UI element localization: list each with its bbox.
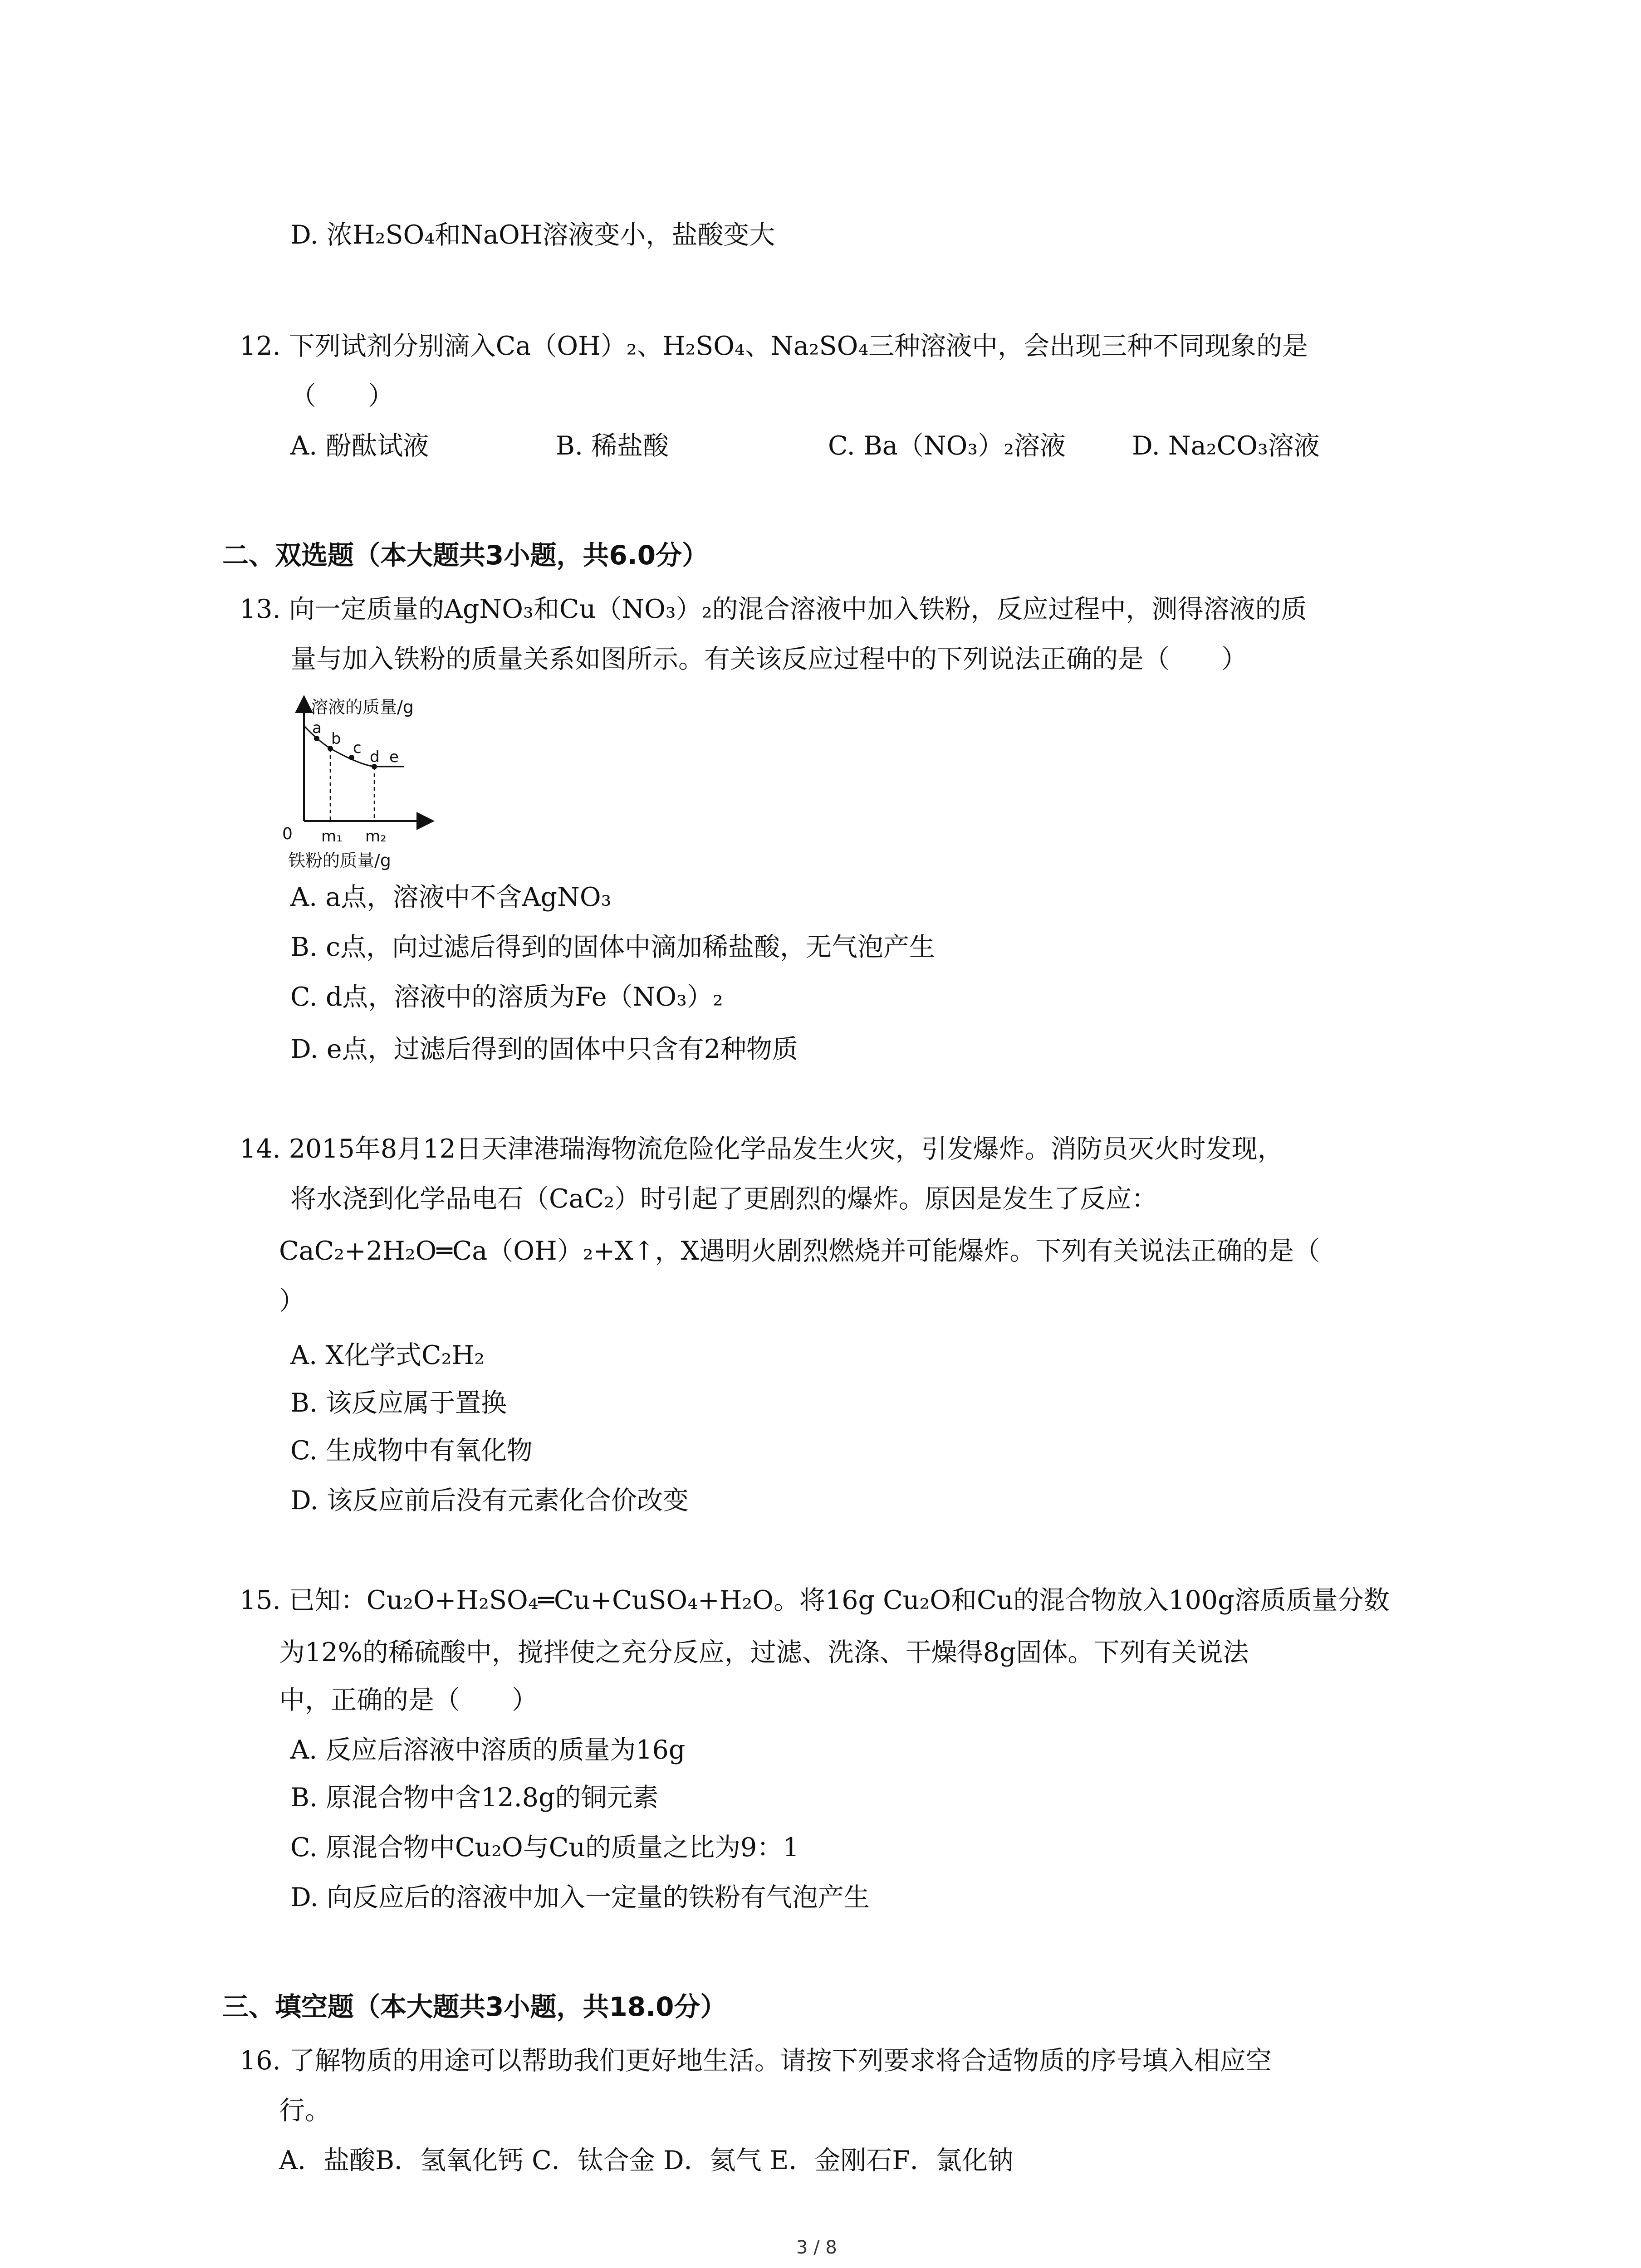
graph-tick-m1: m₁ bbox=[321, 827, 343, 846]
graph-label-e: e bbox=[389, 748, 399, 766]
q16-choices: A．盐酸B．氢氧化钙 C．钛合金 D．氦气 E．金刚石F．氯化钠 bbox=[279, 2146, 1014, 2175]
q16-stem-line2: 行。 bbox=[279, 2096, 331, 2126]
q12-option-b: B. 稀盐酸 bbox=[556, 431, 669, 461]
graph-label-b: b bbox=[331, 730, 341, 748]
graph-label-c: c bbox=[353, 739, 362, 757]
graph-origin-label: 0 bbox=[282, 825, 293, 843]
q15-option-c: C. 原混合物中Cu₂O与Cu的质量之比为9：1 bbox=[290, 1833, 799, 1862]
q15-stem-line3: 中，正确的是（ ） bbox=[279, 1685, 538, 1715]
q13-stem-line2: 量与加入铁粉的质量关系如图所示。有关该反应过程中的下列说法正确的是（ ） bbox=[290, 644, 1247, 674]
graph-tick-m2: m₂ bbox=[365, 827, 387, 846]
q13-option-d: D. e点，过滤后得到的固体中只含有2种物质 bbox=[290, 1034, 798, 1064]
q12-stem-line2: （ ） bbox=[290, 381, 394, 411]
q11-option-d: D. 浓H₂SO₄和NaOH溶液变小，盐酸变大 bbox=[290, 220, 775, 250]
q12-option-c: C. Ba（NO₃）₂溶液 bbox=[828, 431, 1066, 461]
q13-option-b: B. c点，向过滤后得到的固体中滴加稀盐酸，无气泡产生 bbox=[290, 932, 936, 962]
solution-mass-graph bbox=[254, 685, 458, 894]
q13-stem-line1: 13. 向一定质量的AgNO₃和Cu（NO₃）₂的混合溶液中加入铁粉，反应过程中，测得溶液的质 bbox=[240, 594, 1307, 624]
q12-stem-line1: 12. 下列试剂分别滴入Ca（OH）₂、H₂SO₄、Na₂SO₄三种溶液中，会出现三种不同现象的是 bbox=[240, 331, 1308, 361]
q16-stem-line1: 16. 了解物质的用途可以帮助我们更好地生活。请按下列要求将合适物质的序号填入相应空 bbox=[240, 2046, 1272, 2076]
q14-option-a: A. X化学式C₂H₂ bbox=[290, 1340, 485, 1370]
graph-x-label: 铁粉的质量/g bbox=[288, 850, 391, 870]
graph-label-d: d bbox=[370, 748, 380, 766]
q13-option-c: C. d点，溶液中的溶质为Fe（NO₃）₂ bbox=[290, 982, 723, 1012]
graph-y-label: 溶液的质量/g bbox=[311, 697, 414, 717]
section-heading-double-choice: 二、双选题（本大题共3小题，共6.0分） bbox=[222, 540, 709, 571]
section-heading-fill-in: 三、填空题（本大题共3小题，共18.0分） bbox=[222, 1991, 727, 2022]
q15-stem-line1: 15. 已知：Cu₂O+H₂SO₄═Cu+CuSO₄+H₂O。将16g Cu₂O和Cu的混合物放入100g溶质质量分数 bbox=[240, 1585, 1390, 1615]
q12-option-a: A. 酚酞试液 bbox=[290, 431, 429, 461]
q14-stem-line3: CaC₂+2H₂O═Ca（OH）₂+X↑，X遇明火剧烈燃烧并可能爆炸。下列有关说法正确的是（ bbox=[279, 1236, 1320, 1266]
q14-stem-line1: 14. 2015年8月12日天津港瑞海物流危险化学品发生火灾，引发爆炸。消防员灭火时发现， bbox=[240, 1134, 1283, 1164]
q13-option-a: A. a点，溶液中不含AgNO₃ bbox=[290, 882, 612, 912]
q15-option-b: B. 原混合物中含12.8g的铜元素 bbox=[290, 1783, 659, 1813]
q14-option-d: D. 该反应前后没有元素化合价改变 bbox=[290, 1486, 689, 1515]
q15-stem-line2: 为12%的稀硫酸中，搅拌使之充分反应，过滤、洗涤、干燥得8g固体。下列有关说法 bbox=[279, 1637, 1249, 1667]
q14-option-c: C. 生成物中有氧化物 bbox=[290, 1436, 533, 1466]
q12-option-d: D. Na₂CO₃溶液 bbox=[1132, 431, 1320, 461]
q14-option-b: B. 该反应属于置换 bbox=[290, 1388, 507, 1418]
q14-stem-line2: 将水浇到化学品电石（CaC₂）时引起了更剧烈的爆炸。原因是发生了反应： bbox=[290, 1184, 1158, 1214]
graph-label-a: a bbox=[312, 719, 322, 737]
q14-stem-line4: ） bbox=[279, 1286, 305, 1316]
q15-option-d: D. 向反应后的溶液中加入一定量的铁粉有气泡产生 bbox=[290, 1882, 870, 1912]
page-number: 3 / 8 bbox=[796, 2237, 837, 2258]
q15-option-a: A. 反应后溶液中溶质的质量为16g bbox=[290, 1735, 686, 1765]
